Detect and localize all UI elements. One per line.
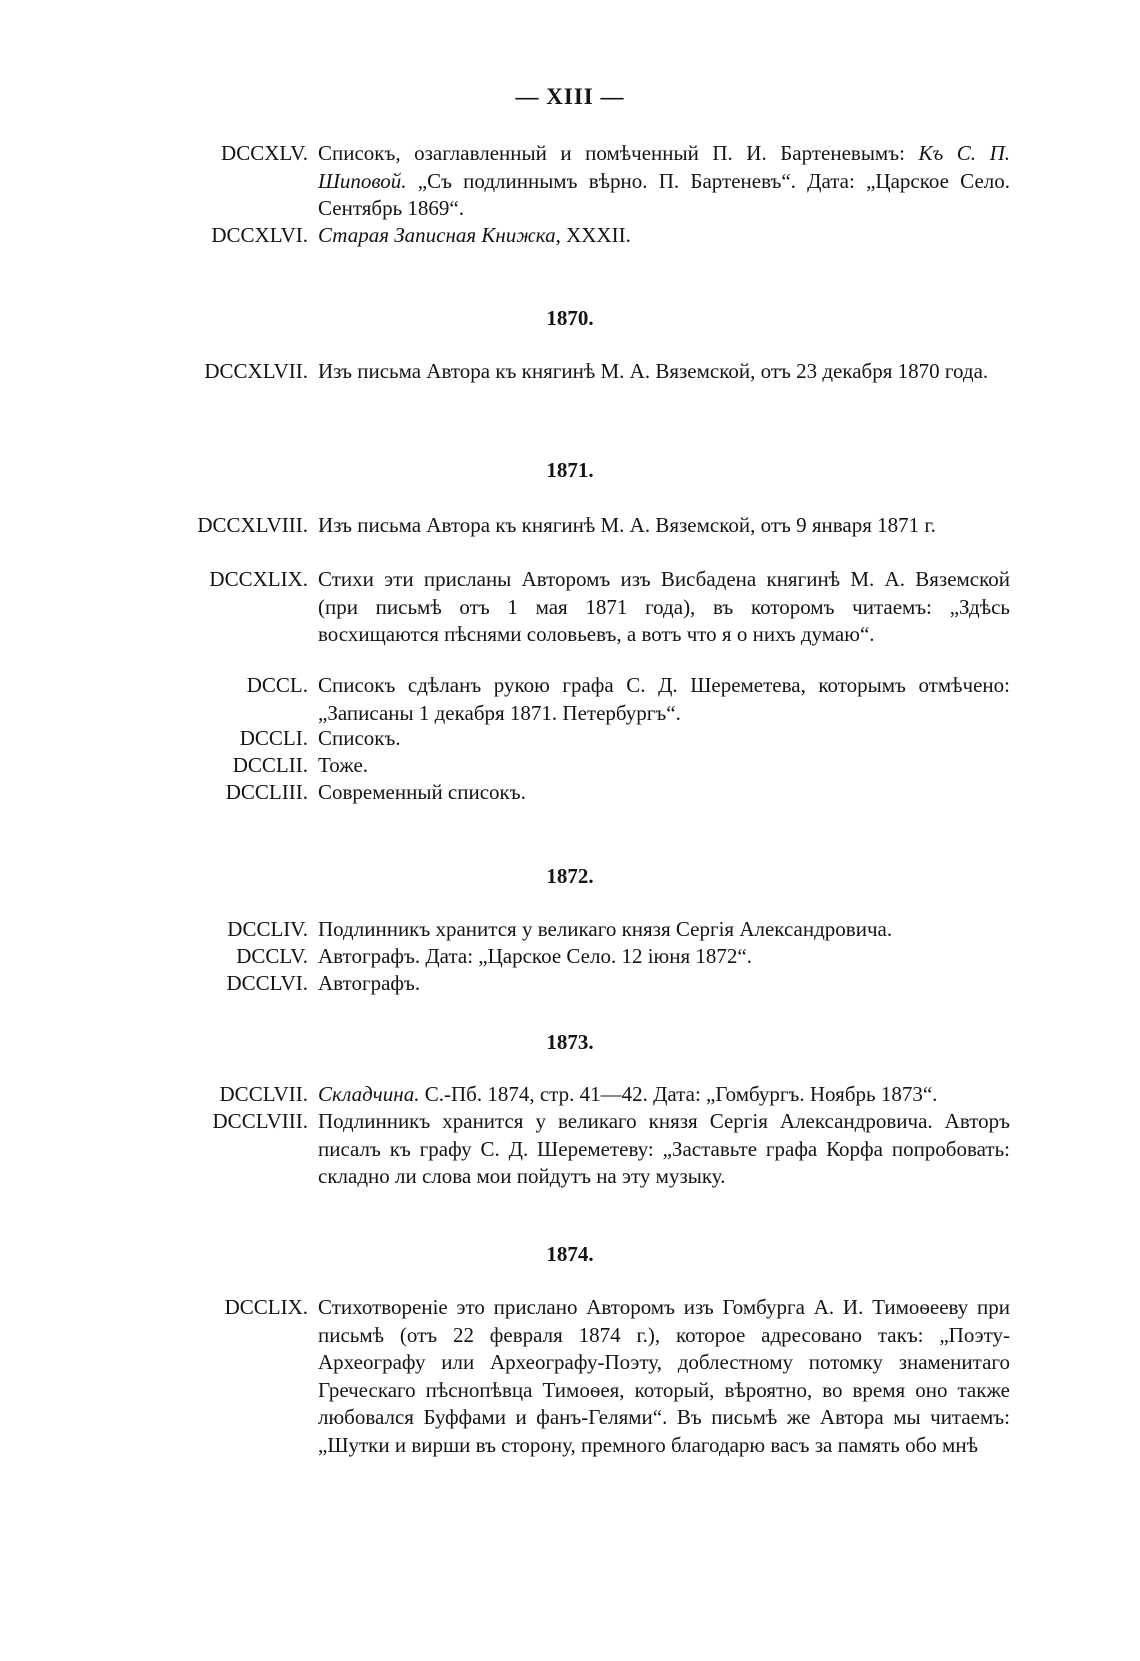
- entry-text: Стихи эти присланы Авторомъ изъ Висбадена княгинѣ М. А. Вяземской (при письмѣ отъ 1 мая 1871 года), въ которомъ читаемъ: „Здѣсь восхищаются пѣснями соловьевъ, а вотъ что я о нихъ думаю“.: [318, 567, 1010, 646]
- entry-dccliii: [0, 779, 1140, 807]
- entry-number: DCCLVII.: [219, 1082, 308, 1106]
- entry-dcclv: [0, 943, 1140, 971]
- entry-text: Стихотвореніе это прислано Авторомъ изъ Гомбурга А. И. Тимоѳееву при письмѣ (отъ 22 февраля 1874 г.), которое адресовано такъ: „Поэту-Археографу или Археографу-Поэту, доблестному потомку знаменитаго Греческаго пѣснопѣвца Тимоѳея, который, вѣроятно, во время оно также любовался Буффами и фанъ-Гелями“. Въ письмѣ же Автора мы читаемъ: „Шутки и вирши въ сторону, премного благодарю васъ за память обо мнѣ: [318, 1295, 1010, 1457]
- year-heading-1871: 1871.: [546, 458, 594, 482]
- entry-dccli: [0, 725, 1140, 753]
- entry-dcclvi: [0, 970, 1140, 998]
- entry-dccliv: [0, 916, 1140, 944]
- entry-text: Списокъ сдѣланъ рукою графа С. Д. Шереметева, которымъ отмѣчено: „Записаны 1 декабря 1871. Петербургъ“.: [318, 673, 1010, 725]
- entry-number: DCCXLVIII.: [197, 513, 308, 537]
- entry-text-part: С.-Пб. 1874, стр. 41—42. Дата: „Гомбургъ. Ноябрь 1873“.: [419, 1082, 938, 1106]
- entry-text: Изъ письма Автора къ княгинѣ М. А. Вяземской, отъ 23 декабря 1870 года.: [318, 359, 989, 383]
- entry-italic-title: Складчина.: [318, 1082, 420, 1106]
- entry-number: DCCLIX.: [224, 1295, 308, 1319]
- entry-number: DCCXLIX.: [209, 567, 308, 591]
- entry-text-part: , XXXII.: [555, 223, 631, 247]
- entry-text: Тоже.: [318, 753, 369, 777]
- entry-number: DCCL.: [246, 673, 308, 697]
- entry-italic-title: Старая Записная Книжка: [318, 223, 556, 247]
- year-heading-1874: 1874.: [546, 1242, 594, 1266]
- entry-number: DCCXLVII.: [204, 359, 308, 383]
- entry-dccxlviii: [0, 512, 1140, 540]
- entry-italic-title: Къ С. П. Шиповой.: [318, 141, 1010, 193]
- entry-text: Изъ письма Автора къ княгинѣ М. А. Вяземской, отъ 9 января 1871 г.: [318, 513, 936, 537]
- entry-dcclix: [0, 1294, 1140, 1459]
- entry-number: DCCLI.: [239, 726, 308, 750]
- entry-number: DCCLII.: [232, 753, 308, 777]
- entry-dccl: [0, 672, 1140, 727]
- entry-text: [318, 222, 1010, 250]
- year-heading-1870: 1870.: [546, 306, 594, 330]
- entry-text-part: „Съ подлиннымъ вѣрно. П. Бартеневъ“. Дата: „Царское Село. Сентябрь 1869“.: [318, 168, 1010, 220]
- entry-text: Автографъ. Дата: „Царское Село. 12 іюня 1872“.: [318, 944, 752, 968]
- entry-number: DCCLVI.: [226, 971, 308, 995]
- entry-number: DCCXLVI.: [211, 223, 308, 247]
- year-heading-1873: 1873.: [546, 1030, 594, 1054]
- entry-text: [318, 140, 1010, 223]
- entry-text: Современный списокъ.: [318, 780, 526, 804]
- entry-dccxlvi: [0, 222, 1140, 250]
- entry-dccxlv: [0, 140, 1140, 223]
- entry-text: [318, 1081, 1010, 1109]
- entry-number: DCCLIII.: [225, 780, 308, 804]
- year-heading-1872: 1872.: [546, 864, 594, 888]
- entry-number: DCCLVIII.: [212, 1109, 308, 1133]
- entry-number: DCCLV.: [236, 944, 308, 968]
- page-number: — XIII —: [515, 84, 625, 109]
- entry-number: DCCXLV.: [221, 141, 308, 165]
- entry-dcclii: [0, 752, 1140, 780]
- entry-text: Автографъ.: [318, 971, 421, 995]
- entry-dcclviii: [0, 1108, 1140, 1191]
- entry-dccxlvii: [0, 358, 1140, 386]
- entry-number: DCCLIV.: [227, 917, 308, 941]
- entry-text: Подлинникъ хранится у великаго князя Сергія Александровича. Авторъ писалъ къ графу С. Д. Шереметеву: „Заставьте графа Корфа попробовать: складно ли слова мои пойдутъ на эту музыку.: [318, 1109, 1010, 1188]
- entry-text: Подлинникъ хранится у великаго князя Сергія Александровича.: [318, 917, 893, 941]
- entry-dcclvii: [0, 1081, 1140, 1109]
- entry-dccxlix: [0, 566, 1140, 649]
- entry-text: Списокъ.: [318, 726, 401, 750]
- entry-text-part: Списокъ, озаглавленный и помѣченный П. И. Бартеневымъ:: [318, 141, 919, 165]
